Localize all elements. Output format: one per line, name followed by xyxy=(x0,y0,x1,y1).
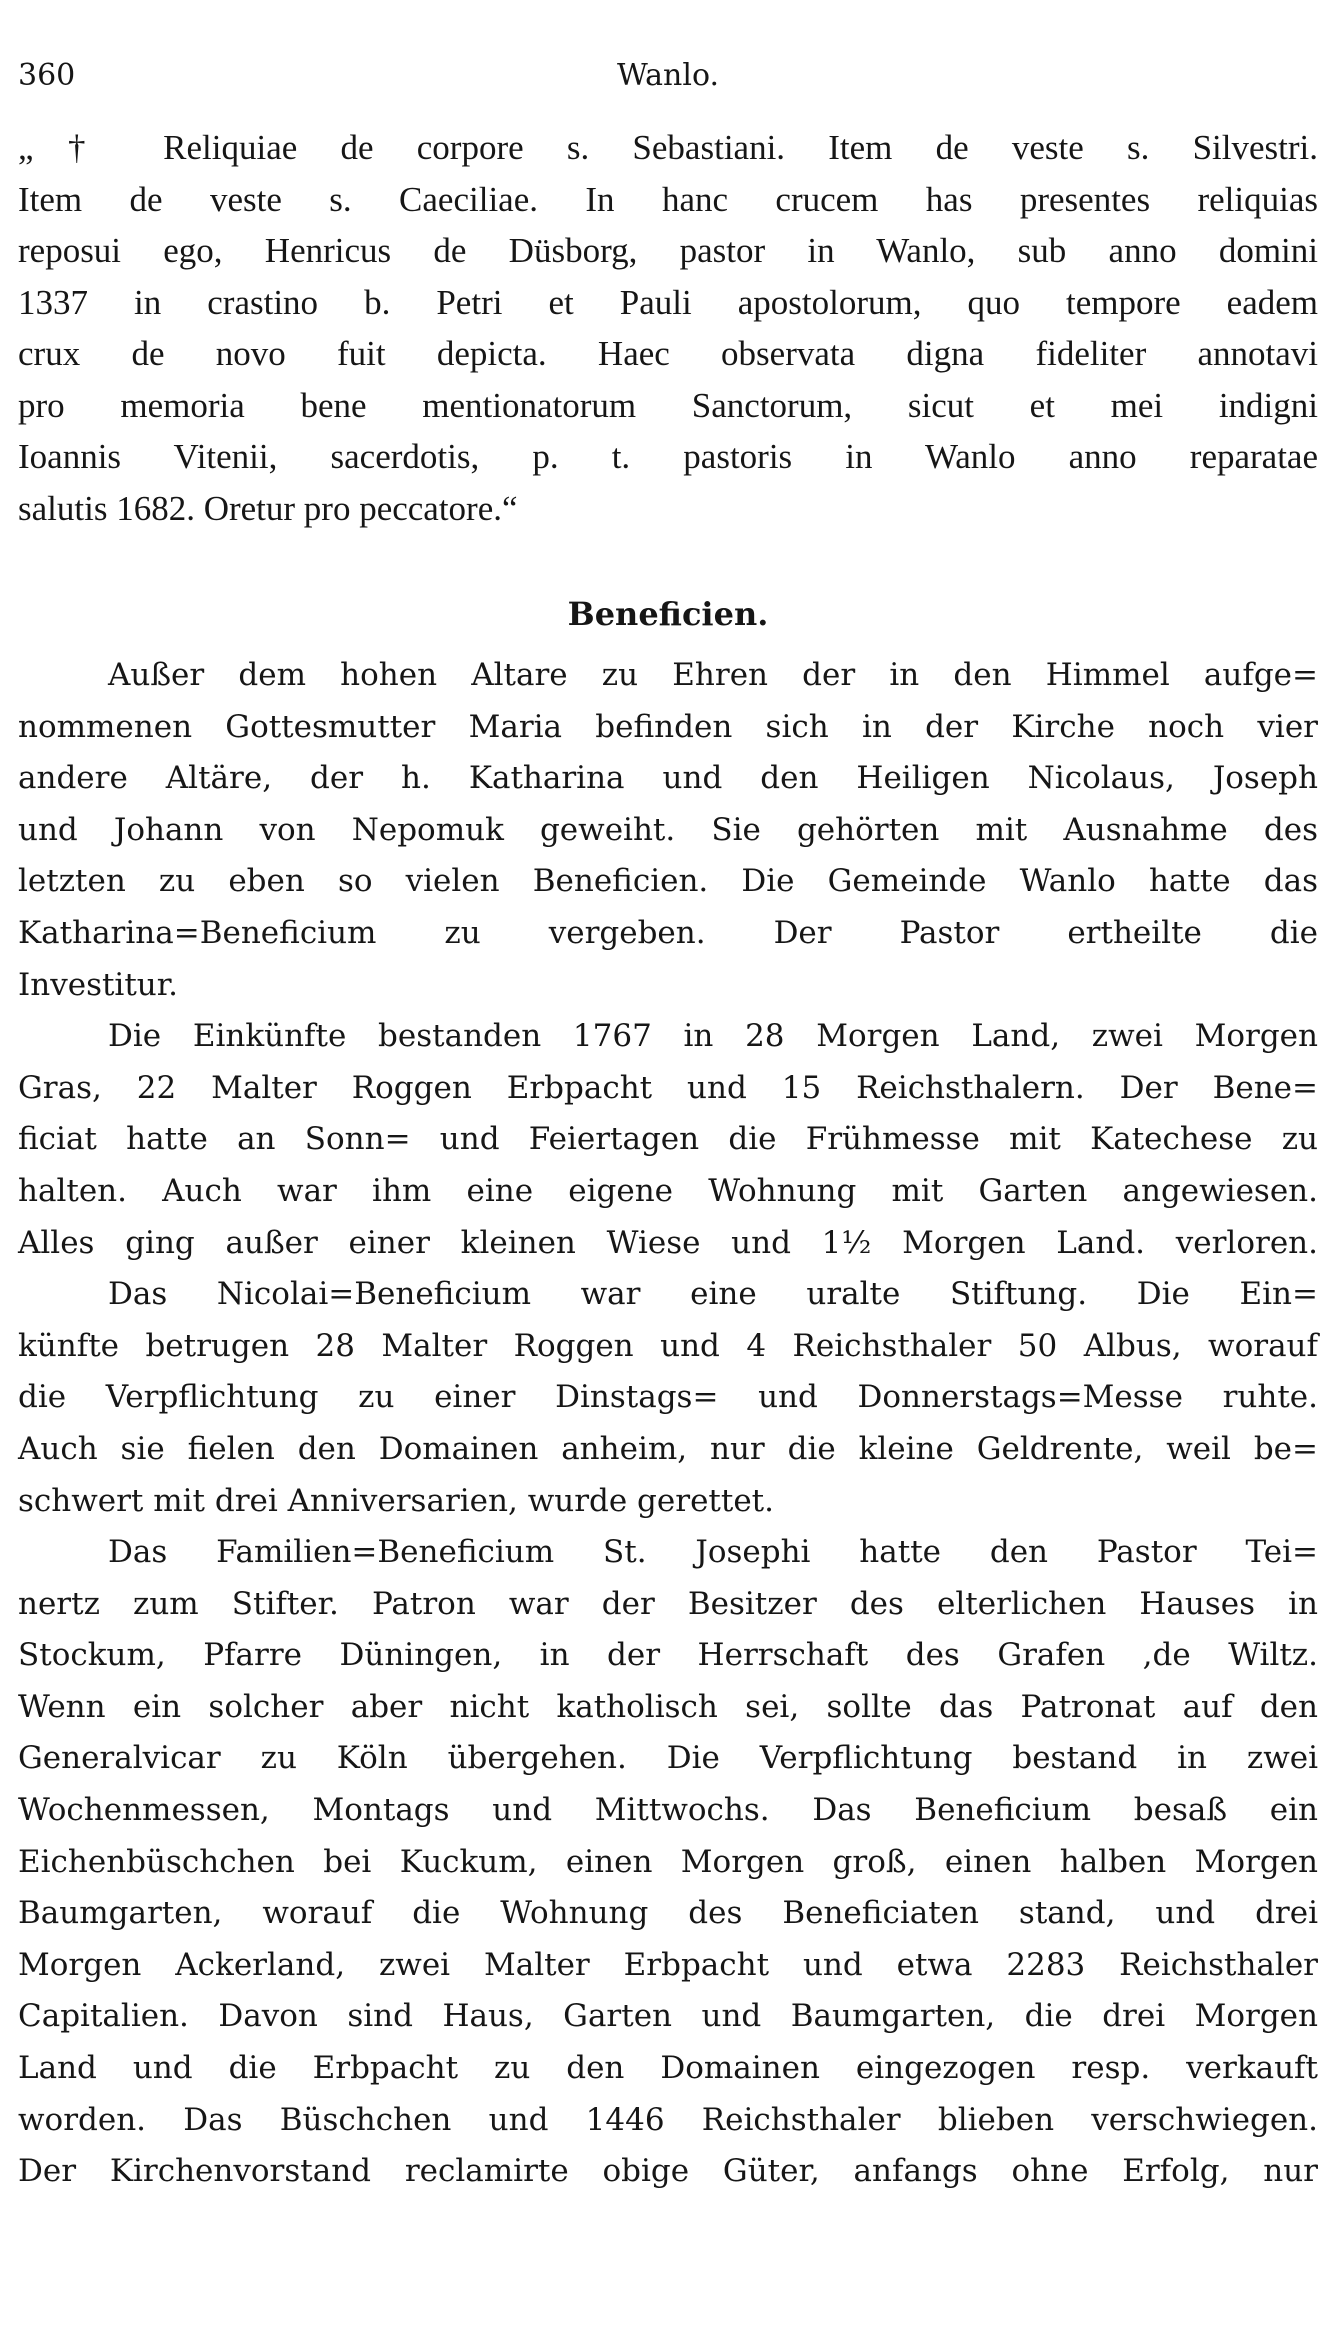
text-line: Stockum, Pfarre Düningen, in der Herrschaft des Grafen ,de Wiltz. xyxy=(18,1637,1318,1674)
text-line: Eichenbüschchen bei Kuckum, einen Morgen groß, einen halben Morgen xyxy=(18,1843,1318,1880)
text-line: reposui ego, Henricus de Düsborg, pastor in Wanlo, sub anno domini xyxy=(18,231,1318,270)
text-line: Capitalien. Davon sind Haus, Garten und Baumgarten, die drei Morgen xyxy=(18,1998,1318,2035)
paragraph-income xyxy=(18,1011,1318,1269)
text-line: Morgen Ackerland, zwei Malter Erbpacht und etwa 2283 Reichsthaler xyxy=(18,1946,1318,1983)
text-line: Gras, 22 Malter Roggen Erbpacht und 15 Reichsthalern. Der Bene= xyxy=(18,1069,1318,1106)
text-line: Die Einkünfte bestanden 1767 in 28 Morgen Land, zwei Morgen xyxy=(108,1018,1318,1055)
text-line: Wochenmessen, Montags und Mittwochs. Das Beneficium besaß ein xyxy=(18,1792,1318,1829)
text-line: Land und die Erbpacht zu den Domainen eingezogen resp. verkauft xyxy=(18,2050,1318,2087)
text-line: schwert mit drei Anniversarien, wurde gerettet. xyxy=(18,1482,774,1519)
text-line: nommenen Gottesmutter Maria befinden sich in der Kirche noch vier xyxy=(18,708,1318,745)
text-line: Baumgarten, worauf die Wohnung des Beneficiaten stand, und drei xyxy=(18,1895,1318,1932)
text-line: ficiat hatte an Sonn= und Feiertagen die Frühmesse mit Katechese zu xyxy=(18,1121,1318,1158)
text-line: Investitur. xyxy=(18,966,179,1003)
text-line: letzten zu eben so vielen Beneficien. Die Gemeinde Wanlo hatte das xyxy=(18,863,1318,900)
text-line: Außer dem hohen Altare zu Ehren der in den Himmel aufge= xyxy=(108,657,1318,693)
text-line: crux de novo fuit depicta. Haec observata digna fideliter annotavi xyxy=(18,334,1318,373)
paragraph-josephi-beneficium xyxy=(18,1527,1318,2198)
text-line: andere Altäre, der h. Katharina und den Heiligen Nicolaus, Joseph xyxy=(18,760,1318,797)
text-line: und Johann von Nepomuk geweiht. Sie gehörten mit Ausnahme des xyxy=(18,811,1318,848)
text-line: künfte betrugen 28 Malter Roggen und 4 Reichsthaler 50 Albus, worauf xyxy=(18,1327,1318,1364)
text-line: worden. Das Büschchen und 1446 Reichsthaler blieben verschwiegen. xyxy=(18,2101,1318,2138)
page-number: 360 xyxy=(18,58,76,93)
paragraph-nicolai-beneficium xyxy=(18,1269,1318,1527)
text-line: pro memoria bene mentionatorum Sanctorum, sicut et mei indigni xyxy=(18,385,1318,425)
document-page xyxy=(18,58,1318,2198)
running-header xyxy=(18,58,1318,114)
text-line: halten. Auch war ihm eine eigene Wohnung mit Garten angewiesen. xyxy=(18,1172,1318,1209)
text-line: Der Kirchenvorstand reclamirte obige Güter, anfangs ohne Erfolg, nur xyxy=(18,2153,1318,2190)
text-line: Item de veste s. Caeciliae. In hanc crucem has presentes reliquias xyxy=(18,179,1318,219)
text-line: nertz zum Stifter. Patron war der Besitzer des elterlichen Hauses in xyxy=(18,1585,1318,1622)
latin-inscription-paragraph xyxy=(18,122,1318,534)
text-line: 1337 in crastino b. Petri et Pauli apostolorum, quo tempore eadem xyxy=(18,282,1318,322)
text-line: Generalvicar zu Köln übergehen. Die Verpflichtung bestand in zwei xyxy=(18,1740,1318,1777)
text-line: Alles ging außer einer kleinen Wiese und 1½ Morgen Land. verloren. xyxy=(18,1224,1318,1261)
section-heading: Beneficien. xyxy=(567,595,769,633)
running-title: Wanlo. xyxy=(616,58,720,93)
text-line: Das Familien=Beneficium St. Josephi hatte den Pastor Tei= xyxy=(108,1534,1318,1571)
text-line: Katharina=Beneficium zu vergeben. Der Pastor ertheilte die xyxy=(18,914,1318,951)
text-line: Wenn ein solcher aber nicht katholisch sei, sollte das Patronat auf den xyxy=(18,1688,1318,1725)
text-line: Das Nicolai=Beneficium war eine uralte Stiftung. Die Ein= xyxy=(108,1276,1318,1313)
text-line: Ioannis Vitenii, sacerdotis, p. t. pastoris in Wanlo anno reparatae xyxy=(18,437,1318,476)
paragraph-altars xyxy=(18,650,1318,1011)
text-line: salutis 1682. Oretur pro peccatore.“ xyxy=(18,488,518,528)
text-line: die Verpflichtung zu einer Dinstags= und Donnerstags=Messe ruhte. xyxy=(18,1379,1318,1416)
text-line: „† Reliquiae de corpore s. Sebastiani. Item de veste s. Silvestri. xyxy=(18,128,1318,167)
text-line: Auch sie fielen den Domainen anheim, nur die kleine Geldrente, weil be= xyxy=(18,1430,1318,1467)
